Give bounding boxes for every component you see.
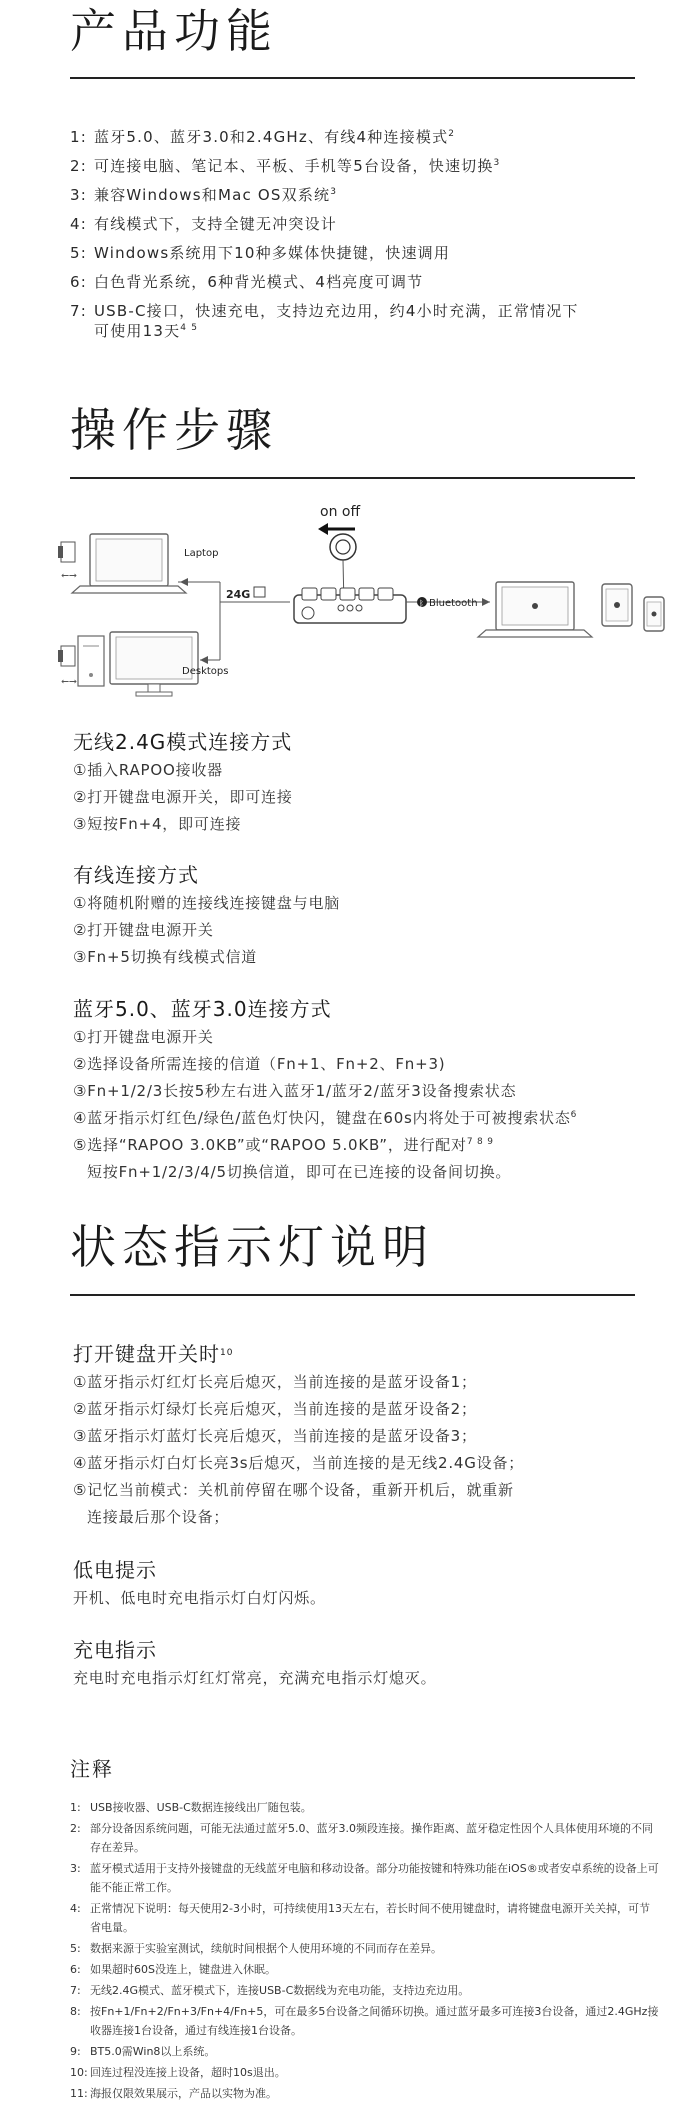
tablet-icon <box>602 584 632 626</box>
feature-item: 3: 兼容Windows和Mac OS双系统$^3$ <box>70 186 338 204</box>
wireless-step: ②打开键盘电源开关，即可连接 <box>73 788 293 806</box>
wireless-step: ③短按Fn+4，即可连接 <box>73 815 242 833</box>
wired-title: 有线连接方式 <box>73 863 199 887</box>
phone-icon <box>644 597 664 631</box>
bluetooth-step: ④蓝牙指示灯红色/绿色/蓝色灯快闪，键盘在60s内将处于可被搜索状态$^6$ <box>73 1109 578 1127</box>
charging-section <box>73 1637 643 1695</box>
svg-text:⭠⭢: ⭠⭢ <box>61 570 77 581</box>
connection-diagram <box>50 498 670 708</box>
note-item: 8: 按Fn+1/Fn+2/Fn+3/Fn+4/Fn+5，可在最多5台设备之间循环切换。通过蓝牙最多可连接3台设备，通过2.4GHz接收器连接1台设备，通过有线连接1台设备。 <box>70 2005 659 2037</box>
feature-item: 7: USB-C接口，快速充电，支持边充边用，约4小时充满，正常情况下 可使用13天$^{4 5}$ <box>70 302 579 340</box>
bluetooth-step: ①打开键盘电源开关 <box>73 1028 214 1046</box>
bluetooth-step: ③Fn+1/2/3长按5秒左右进入蓝牙1/蓝牙2/蓝牙3设备搜索状态 <box>73 1082 517 1100</box>
bluetooth-step: ⑤选择“RAPOO 3.0KB”或“RAPOO 5.0KB”，进行配对$^{7 8 9}$ <box>73 1136 494 1154</box>
feature-item: 4: 有线模式下，支持全键无冲突设计 <box>70 215 338 233</box>
desktop-label: Desktops <box>182 666 229 677</box>
features-title: 产品功能 <box>70 4 278 58</box>
usb-receiver-icon <box>58 646 77 687</box>
keyboard-icon <box>294 588 406 623</box>
svg-text:⭠⭢: ⭠⭢ <box>61 676 77 687</box>
power-step: ④蓝牙指示灯白灯长亮3s后熄灭，当前连接的是无线2.4G设备； <box>73 1454 525 1472</box>
bluetooth-section <box>73 996 643 1189</box>
feature-item: 6: 白色背光系统，6种背光模式、4档亮度可调节 <box>70 273 424 291</box>
laptop-icon <box>72 534 186 593</box>
features-divider <box>70 77 635 79</box>
wireless-title: 无线2.4G模式连接方式 <box>73 730 293 754</box>
status-divider <box>70 1294 635 1296</box>
power-step: ②蓝牙指示灯绿灯长亮后熄灭，当前连接的是蓝牙设备2； <box>73 1400 477 1418</box>
desktop-icon <box>78 632 198 696</box>
notes-section <box>70 1753 660 2105</box>
note-item: 10: 回连过程没连接上设备，超时10s退出。 <box>70 2066 286 2079</box>
note-item: 6: 如果超时60S没连上，键盘进入休眠。 <box>70 1963 276 1976</box>
low-power-section <box>73 1557 643 1615</box>
wired-step: ②打开键盘电源开关 <box>73 921 214 939</box>
low-power-title: 低电提示 <box>73 1558 157 1582</box>
wired-section <box>73 862 643 974</box>
usb-receiver-icon <box>58 542 77 581</box>
power-title: 打开键盘开关时$^{10}$ <box>73 1342 234 1366</box>
wireless-step: ①插入RAPOO接收器 <box>73 761 223 779</box>
note-item: 9: BT5.0需Win8以上系统。 <box>70 2045 216 2058</box>
features-list <box>70 127 640 350</box>
operation-divider <box>70 477 635 479</box>
switch-label: on off <box>320 504 361 520</box>
power-step: ③蓝牙指示灯蓝灯长亮后熄灭，当前连接的是蓝牙设备3； <box>73 1427 477 1445</box>
mode-24g-label: 24G <box>226 588 251 601</box>
power-step: ⑤记忆当前模式：关机前停留在哪个设备，重新开机后，就重新 <box>73 1481 514 1499</box>
charging-title: 充电指示 <box>73 1638 157 1662</box>
wireless-section <box>73 729 643 841</box>
note-item: 4: 正常情况下说明：每天使用2-3小时，可持续使用13天左右，若长时间不使用键盘时，请将键盘电源开关关掉，可节省电量。 <box>70 1902 650 1934</box>
laptop-icon <box>478 582 592 637</box>
arrow-left-icon <box>318 523 355 535</box>
note-item: 11: 海报仅限效果展示，产品以实物为准。 <box>70 2087 277 2100</box>
feature-item: 1: 蓝牙5.0、蓝牙3.0和2.4GHz、有线4种连接模式$^2$ <box>70 128 456 146</box>
note-item: 7: 无线2.4G模式、蓝牙模式下，连接USB-C数据线为充电功能，支持边充边用。 <box>70 1984 470 1997</box>
note-item: 3: 蓝牙模式适用于支持外接键盘的无线蓝牙电脑和移动设备。部分功能按键和特殊功能在iOS®或者安卓系统的设备上可能不能正常工作。 <box>70 1862 659 1894</box>
bluetooth-icon <box>417 597 427 608</box>
low-power-text: 开机、低电时充电指示灯白灯闪烁。 <box>73 1589 326 1607</box>
svg-text:ᛒ: ᛒ <box>419 599 424 608</box>
note-item: 2: 部分设备因系统问题，可能无法通过蓝牙5.0、蓝牙3.0频段连接。操作距离、蓝牙稳定性因个人具体使用环境的不同存在差异。 <box>70 1822 653 1854</box>
bluetooth-title: 蓝牙5.0、蓝牙3.0连接方式 <box>73 997 332 1021</box>
feature-item: 5: Windows系统用下10种多媒体快捷键，快速调用 <box>70 244 451 262</box>
bluetooth-extra: 短按Fn+1/2/3/4/5切换信道，即可在已连接的设备间切换。 <box>87 1163 512 1181</box>
charging-text: 充电时充电指示灯红灯常亮，充满充电指示灯熄灭。 <box>73 1669 437 1687</box>
power-section <box>73 1341 643 1534</box>
note-item: 1: USB接收器、USB-C数据连接线出厂随包装。 <box>70 1801 312 1814</box>
status-title: 状态指示灯说明 <box>70 1220 434 1274</box>
wired-step: ③Fn+5切换有线模式信道 <box>73 948 258 966</box>
note-item: 5: 数据来源于实验室测试，续航时间根据个人使用环境的不同而存在差异。 <box>70 1942 442 1955</box>
notes-list <box>70 1798 660 2103</box>
laptop-label: Laptop <box>184 548 219 559</box>
feature-item: 2: 可连接电脑、笔记本、平板、手机等5台设备，快速切换$^3$ <box>70 157 501 175</box>
wired-step: ①将随机附赠的连接线连接键盘与电脑 <box>73 894 341 912</box>
bluetooth-label: Bluetooth <box>429 598 478 609</box>
operation-title: 操作步骤 <box>70 403 278 457</box>
bluetooth-step: ②选择设备所需连接的信道（Fn+1、Fn+2、Fn+3) <box>73 1055 446 1073</box>
power-step: ①蓝牙指示灯红灯长亮后熄灭，当前连接的是蓝牙设备1； <box>73 1373 477 1391</box>
notes-title: 注释 <box>70 1757 114 1781</box>
power-step-cont: 连接最后那个设备； <box>87 1508 230 1526</box>
